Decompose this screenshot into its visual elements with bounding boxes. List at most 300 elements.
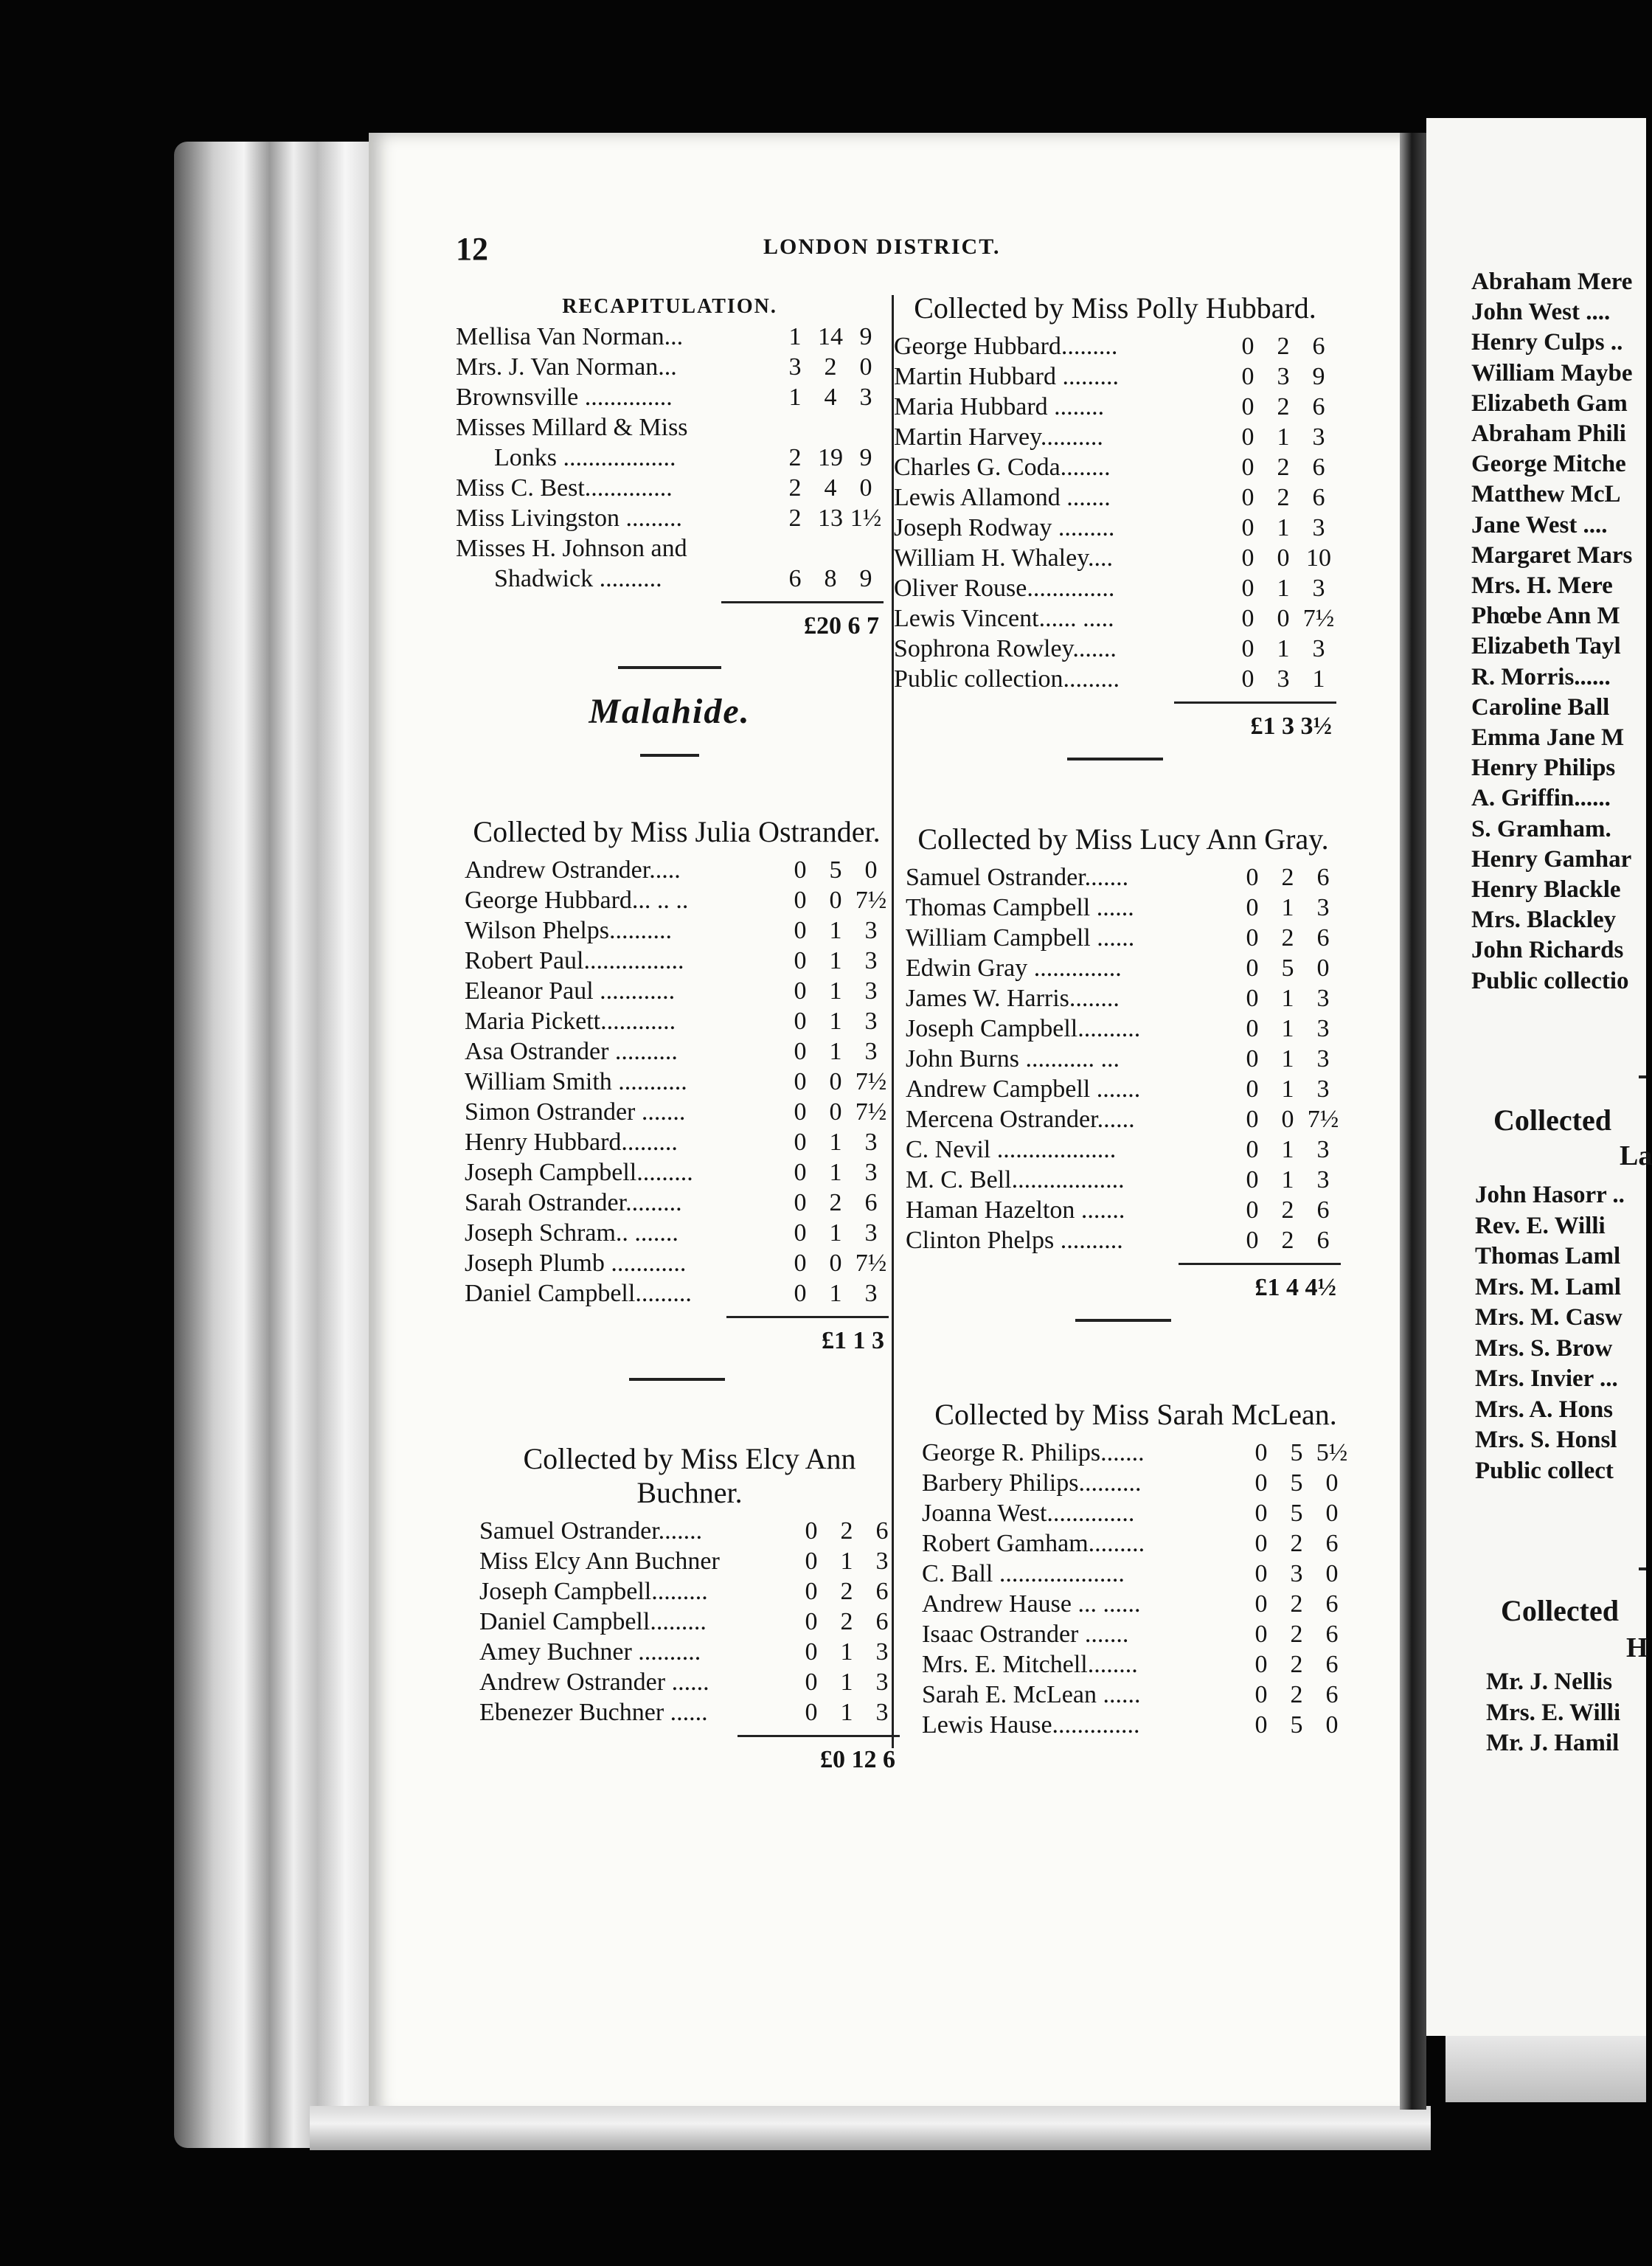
elcy-total: £0 12 6	[820, 1746, 895, 1773]
ledger-row	[922, 1619, 1350, 1649]
pence-value: 3	[864, 1159, 878, 1186]
pounds-value: 0	[794, 977, 807, 1005]
shillings-value: 5	[1290, 1469, 1303, 1497]
ledger-row	[894, 603, 1336, 634]
pence-value: 3	[1312, 514, 1325, 541]
pence-value: 0	[864, 856, 878, 884]
section-rule	[1067, 758, 1163, 760]
polly-total: £1 3 3½	[1250, 713, 1332, 740]
recapitulation-section	[456, 295, 884, 757]
ledger-row	[906, 1104, 1341, 1134]
contributor-name: Robert Gamham.........	[922, 1530, 1145, 1557]
pence-value: 3	[875, 1669, 889, 1696]
ledger-row	[906, 862, 1341, 893]
shillings-value: 5	[1290, 1500, 1303, 1527]
ledger-row	[465, 1278, 889, 1309]
shillings-value: 1	[829, 917, 842, 944]
shillings-value: 3	[1277, 665, 1290, 693]
pence-value: 3	[1316, 894, 1330, 921]
ledger-row	[922, 1680, 1350, 1710]
ledger-row	[922, 1468, 1350, 1498]
ledger-row	[906, 1165, 1341, 1195]
right-page-heading-2: Collected	[1493, 1103, 1611, 1137]
contributor-name: Ebenezer Buchner ......	[479, 1699, 708, 1726]
pence-value: 0	[1316, 954, 1330, 982]
shillings-value: 0	[1277, 544, 1290, 572]
shillings-value: 1	[1281, 1136, 1294, 1163]
recapitulation-rows	[456, 322, 884, 594]
pounds-value: 0	[805, 1517, 818, 1545]
shillings-value: 0	[829, 1068, 842, 1095]
ledger-row	[465, 885, 889, 915]
shillings-value: 1	[1277, 575, 1290, 602]
shillings-value: 3	[1277, 363, 1290, 390]
shillings-value: 2	[1281, 1227, 1294, 1254]
pence-value: 6	[1325, 1621, 1339, 1648]
contributor-name: George Hubbard... .. ..	[465, 887, 689, 914]
ledger-row	[479, 1546, 900, 1576]
contributor-name: Wilson Phelps..........	[465, 917, 673, 944]
elcy-rows	[479, 1516, 900, 1728]
pounds-value: 0	[1246, 1166, 1259, 1193]
shillings-value: 14	[818, 323, 843, 350]
ledger-row	[456, 322, 884, 352]
section-rule	[629, 1378, 725, 1381]
pence-value: 3	[864, 1129, 878, 1156]
contributor-name: Thomas Laml	[1475, 1243, 1621, 1269]
pounds-value: 0	[794, 1068, 807, 1095]
pounds-value: 0	[805, 1548, 818, 1575]
section-rule	[1075, 1319, 1171, 1322]
contributor-name: Andrew Hause ... ......	[922, 1590, 1141, 1618]
pence-value: 3	[1312, 575, 1325, 602]
contributor-name: Misses Millard & Miss	[456, 414, 688, 441]
ledger-row	[906, 1134, 1341, 1165]
shillings-value: 2	[824, 353, 837, 381]
pounds-value: 0	[1246, 894, 1259, 921]
shillings-value: 2	[1290, 1681, 1303, 1708]
pence-value: 6	[875, 1578, 889, 1605]
contributor-name: Henry Gamhar	[1471, 845, 1632, 873]
contributor-name: Abraham Mere	[1471, 268, 1633, 295]
pence-value: 3	[875, 1548, 889, 1575]
book-gutter	[1400, 133, 1426, 2110]
ledger-row	[465, 1006, 889, 1036]
pence-value: 6	[875, 1517, 889, 1545]
contributor-name: Joseph Schram.. .......	[465, 1219, 678, 1247]
shillings-value: 1	[840, 1548, 853, 1575]
ledger-row	[906, 1195, 1341, 1225]
pence-value: 3	[1312, 635, 1325, 662]
shillings-value: 1	[829, 1159, 842, 1186]
pounds-value: 0	[794, 856, 807, 884]
contributor-name: Jane West ....	[1471, 511, 1608, 538]
sarah-heading: Collected by Miss Sarah McLean.	[934, 1398, 1337, 1431]
shillings-value: 2	[1290, 1590, 1303, 1618]
ledger-row	[906, 1044, 1341, 1074]
pounds-value: 0	[794, 1129, 807, 1156]
contributor-name: Caroline Ball	[1471, 693, 1610, 721]
pounds-value: 0	[794, 947, 807, 974]
contributor-name: John West ....	[1471, 299, 1611, 326]
contributor-name: George Mitche	[1471, 451, 1626, 478]
contributor-name: Public collectio	[1471, 967, 1629, 994]
contributor-name: William H. Whaley....	[894, 544, 1114, 572]
page-number: 12	[456, 231, 488, 267]
pence-value: 9	[859, 444, 872, 471]
recapitulation-title: RECAPITULATION.	[562, 295, 777, 318]
pounds-value: 2	[788, 505, 802, 532]
ledger-row	[922, 1649, 1350, 1680]
shillings-value: 5	[1281, 954, 1294, 982]
shillings-value: 0	[829, 887, 842, 914]
pence-value: 3	[864, 1280, 878, 1307]
total-rule	[738, 1735, 900, 1737]
shillings-value: 3	[1290, 1560, 1303, 1587]
contributor-name: S. Gramham.	[1471, 815, 1611, 842]
running-head: LONDON DISTRICT.	[763, 235, 1001, 259]
pence-value: 5½	[1316, 1439, 1348, 1466]
contributor-name: Mrs. E. Willi	[1486, 1699, 1621, 1726]
contributor-name: James W. Harris........	[906, 985, 1120, 1012]
pounds-value: 0	[805, 1638, 818, 1666]
contributor-name: Joseph Campbell.........	[479, 1578, 708, 1605]
contributor-name: Mrs. S. Brow	[1475, 1334, 1613, 1362]
pence-value: 7½	[855, 1250, 887, 1277]
ledger-row	[479, 1637, 900, 1667]
ledger-row	[906, 923, 1341, 953]
shillings-value: 1	[1277, 635, 1290, 662]
pence-value: 0	[859, 474, 872, 502]
pence-value: 6	[1325, 1590, 1339, 1618]
contributor-name: Margaret Mars	[1471, 541, 1633, 569]
pounds-value: 0	[1246, 864, 1259, 891]
contributor-name: Mrs. Blackley	[1471, 907, 1617, 934]
contributor-name: Mrs. M. Casw	[1475, 1304, 1622, 1331]
pence-value: 10	[1306, 544, 1331, 572]
pence-value: 3	[1316, 985, 1330, 1012]
contributor-name: John Richards	[1471, 937, 1624, 964]
pounds-value: 0	[794, 1280, 807, 1307]
right-page-list-3	[1486, 1667, 1646, 1759]
pence-value: 6	[1312, 484, 1325, 511]
shillings-value: 0	[829, 1098, 842, 1126]
pounds-value: 0	[1246, 1227, 1259, 1254]
contributor-name: Mrs. J. Van Norman...	[456, 353, 677, 381]
contributor-name: Martin Hubbard .........	[894, 363, 1120, 390]
pounds-value: 0	[1246, 1045, 1259, 1073]
julia-heading: Collected by Miss Julia Ostrander.	[473, 815, 881, 848]
shillings-value: 2	[1290, 1530, 1303, 1557]
contributor-name: Matthew McL	[1471, 481, 1621, 508]
total-rule	[1174, 701, 1336, 704]
contributor-name: Joseph Campbell..........	[906, 1015, 1141, 1042]
pence-value: 6	[1312, 333, 1325, 360]
pence-value: 6	[1316, 1196, 1330, 1224]
pounds-value: 0	[1254, 1621, 1268, 1648]
contributor-name: Elizabeth Gam	[1471, 389, 1628, 417]
pounds-value: 0	[805, 1578, 818, 1605]
pounds-value: 0	[805, 1699, 818, 1726]
shillings-value: 1	[840, 1699, 853, 1726]
contributor-name: Miss Livingston .........	[456, 505, 682, 532]
pence-value: 3	[859, 384, 872, 411]
pounds-value: 0	[1254, 1500, 1268, 1527]
ledger-row	[906, 953, 1341, 983]
contributor-name: Andrew Ostrander ......	[479, 1669, 709, 1696]
julia-ostrander-section	[465, 815, 889, 1381]
pounds-value: 0	[1241, 393, 1254, 420]
pounds-value: 0	[1246, 1106, 1259, 1133]
pence-value: 0	[1325, 1560, 1339, 1587]
pence-value: 0	[1325, 1500, 1339, 1527]
contributor-name: Mellisa Van Norman...	[456, 323, 684, 350]
shillings-value: 13	[818, 505, 843, 532]
pounds-value: 0	[1241, 333, 1254, 360]
ledger-row	[465, 855, 889, 885]
julia-total: £1 1 3	[822, 1327, 884, 1354]
shillings-value: 1	[840, 1638, 853, 1666]
ledger-row	[906, 1074, 1341, 1104]
ledger-row	[906, 893, 1341, 923]
pence-value: 3	[1316, 1075, 1330, 1103]
shillings-value: 2	[1281, 1196, 1294, 1224]
ledger-row	[479, 1607, 900, 1637]
ledger-row	[456, 473, 884, 503]
pence-value: 9	[859, 565, 872, 592]
contributor-name: Clinton Phelps ..........	[906, 1227, 1123, 1254]
shillings-value: 1	[840, 1669, 853, 1696]
pence-value: 7½	[855, 887, 887, 914]
pounds-value: 0	[805, 1669, 818, 1696]
pounds-value: 0	[794, 1159, 807, 1186]
contributor-name: Henry Blackle	[1471, 876, 1621, 904]
pence-value: 6	[1316, 1227, 1330, 1254]
pounds-value: 0	[1254, 1651, 1268, 1678]
pence-value: 3	[1316, 1015, 1330, 1042]
contributor-name: George Hubbard.........	[894, 333, 1118, 360]
pounds-value: 0	[1246, 1075, 1259, 1103]
ledger-row	[894, 331, 1336, 361]
contributor-name: Public collect	[1475, 1457, 1614, 1484]
pounds-value: 0	[794, 1008, 807, 1035]
sarah-mclean-section	[922, 1398, 1350, 1740]
pence-value: 3	[1316, 1045, 1330, 1073]
recapitulation-total: £20 6 7	[804, 612, 879, 640]
right-page-list-2	[1475, 1180, 1646, 1486]
contributor-name: Henry Hubbard.........	[465, 1129, 678, 1156]
contributor-name: Emma Jane M	[1471, 724, 1625, 752]
pounds-value: 0	[1246, 1015, 1259, 1042]
ledger-row	[465, 1157, 889, 1188]
pounds-value: 0	[794, 1098, 807, 1126]
ledger-row	[465, 915, 889, 946]
contributor-name: Lonks ..................	[494, 444, 676, 471]
pounds-value: 0	[794, 1038, 807, 1065]
shillings-value: 1	[1281, 1166, 1294, 1193]
ledger-row	[465, 976, 889, 1006]
shillings-value: 8	[824, 565, 837, 592]
elcy-heading: Collected by Miss Elcy Ann Buchner.	[523, 1442, 856, 1509]
pounds-value: 0	[1246, 954, 1259, 982]
pounds-value: 0	[1241, 363, 1254, 390]
right-page-subheading-2: La	[1620, 1140, 1652, 1171]
ledger-row	[465, 1067, 889, 1097]
contributor-name: Andrew Campbell .......	[906, 1075, 1141, 1103]
pence-value: 3	[875, 1699, 889, 1726]
shillings-value: 1	[829, 947, 842, 974]
right-page-subheading-3: H	[1626, 1632, 1648, 1663]
contributor-name: William Maybe	[1471, 359, 1633, 387]
contributor-name: Phœbe Ann M	[1471, 603, 1620, 630]
ledger-row	[479, 1576, 900, 1607]
pence-value: 3	[875, 1638, 889, 1666]
pounds-value: 0	[794, 1189, 807, 1216]
total-rule	[726, 1316, 889, 1318]
ledger-row	[906, 1014, 1341, 1044]
pounds-value: 3	[788, 353, 802, 381]
polly-rows	[894, 331, 1336, 694]
shillings-value: 1	[1281, 1045, 1294, 1073]
shillings-value: 2	[840, 1578, 853, 1605]
contributor-name: Isaac Ostrander .......	[922, 1621, 1129, 1648]
julia-rows	[465, 855, 889, 1309]
pence-value: 0	[1325, 1711, 1339, 1739]
ledger-row	[922, 1710, 1350, 1740]
shillings-value: 2	[840, 1517, 853, 1545]
contributor-name: Mrs. Invier ...	[1475, 1365, 1618, 1392]
shillings-value: 1	[1281, 1075, 1294, 1103]
ledger-row	[894, 664, 1336, 694]
pence-value: 3	[864, 947, 878, 974]
ledger-row	[894, 422, 1336, 452]
section-rule	[618, 666, 721, 669]
contributor-name: Daniel Campbell.........	[465, 1280, 692, 1307]
ledger-row	[456, 382, 884, 412]
contributor-name: Mrs. E. Mitchell........	[922, 1651, 1138, 1678]
pence-value: 6	[1316, 864, 1330, 891]
pounds-value: 0	[1241, 575, 1254, 602]
ledger-row	[894, 361, 1336, 392]
contributor-name: Lewis Allamond .......	[894, 484, 1111, 511]
pounds-value: 2	[788, 474, 802, 502]
shillings-value: 4	[824, 474, 837, 502]
contributor-name: C. Ball ....................	[922, 1560, 1125, 1587]
right-page-list-1	[1471, 267, 1646, 997]
ledger-row	[894, 392, 1336, 422]
pence-value: 3	[864, 1008, 878, 1035]
ledger-row	[465, 1127, 889, 1157]
shillings-value: 1	[829, 1008, 842, 1035]
contributor-name: Martin Harvey..........	[894, 423, 1103, 451]
ledger-row	[922, 1559, 1350, 1589]
pounds-value: 0	[1254, 1439, 1268, 1466]
contributor-name: William Smith ...........	[465, 1068, 687, 1095]
contributor-name: Sarah Ostrander.........	[465, 1189, 682, 1216]
ledger-row	[456, 352, 884, 382]
ledger-row	[456, 533, 884, 564]
pounds-value: 0	[1241, 665, 1254, 693]
contributor-name: Daniel Campbell.........	[479, 1608, 707, 1635]
shillings-value: 5	[1290, 1711, 1303, 1739]
contributor-name: Henry Culps ..	[1471, 329, 1623, 356]
contributor-name: Joanna West..............	[922, 1500, 1135, 1527]
pence-value: 7½	[855, 1098, 887, 1126]
total-rule	[1179, 1263, 1341, 1265]
contributor-name: C. Nevil ...................	[906, 1136, 1117, 1163]
pounds-value: 0	[794, 887, 807, 914]
ledger-row	[894, 482, 1336, 513]
contributor-name: Mrs. S. Honsl	[1475, 1427, 1617, 1453]
pence-value: 7½	[855, 1068, 887, 1095]
ledger-row	[456, 503, 884, 533]
contributor-name: Maria Hubbard ........	[894, 393, 1105, 420]
pence-value: 6	[1312, 454, 1325, 481]
pounds-value: 0	[794, 1250, 807, 1277]
pence-value: 6	[1325, 1681, 1339, 1708]
right-page-heading-3: Collected	[1501, 1594, 1619, 1627]
pence-value: 3	[1316, 1166, 1330, 1193]
ledger-row	[894, 543, 1336, 573]
pence-value: 9	[1312, 363, 1325, 390]
pence-value: 3	[864, 1038, 878, 1065]
lucy-heading: Collected by Miss Lucy Ann Gray.	[917, 822, 1329, 856]
pounds-value: 0	[1246, 924, 1259, 952]
pence-value: 1	[1312, 665, 1325, 693]
contributor-name: Simon Ostrander .......	[465, 1098, 686, 1126]
ledger-row	[456, 564, 884, 594]
shillings-value: 1	[829, 1038, 842, 1065]
ledger-row	[906, 1225, 1341, 1255]
shillings-value: 1	[1277, 423, 1290, 451]
pounds-value: 0	[1241, 544, 1254, 572]
pounds-value: 0	[794, 1219, 807, 1247]
shillings-value: 1	[1281, 894, 1294, 921]
pence-value: 7½	[1307, 1106, 1339, 1133]
contributor-name: M. C. Bell..................	[906, 1166, 1125, 1193]
pence-value: 6	[864, 1189, 878, 1216]
ledger-row	[922, 1498, 1350, 1528]
pounds-value: 0	[1254, 1681, 1268, 1708]
ledger-row	[479, 1667, 900, 1697]
pence-value: 0	[1325, 1469, 1339, 1497]
contributor-name: Maria Pickett............	[465, 1008, 676, 1035]
ledger-row	[894, 573, 1336, 603]
contributor-name: Andrew Ostrander.....	[465, 856, 681, 884]
ledger-row	[465, 1097, 889, 1127]
ledger-row	[479, 1516, 900, 1546]
pence-value: 3	[1312, 423, 1325, 451]
pounds-value: 0	[1241, 423, 1254, 451]
pence-value: 6	[1316, 924, 1330, 952]
book-fore-edge	[174, 142, 373, 2148]
contributor-name: Haman Hazelton .......	[906, 1196, 1125, 1224]
contributor-name: Henry Philips	[1471, 755, 1616, 782]
shillings-value: 1	[829, 977, 842, 1005]
pounds-value: 1	[788, 323, 802, 350]
contributor-name: Mr. J. Hamil	[1486, 1730, 1620, 1756]
ledger-row	[456, 443, 884, 473]
pounds-value: 0	[1246, 1136, 1259, 1163]
shillings-value: 2	[1290, 1651, 1303, 1678]
contributor-name: Amey Buchner ..........	[479, 1638, 701, 1666]
contributor-name: Mrs. A. Hons	[1475, 1396, 1614, 1423]
pounds-value: 1	[788, 384, 802, 411]
contributor-name: Brownsville ..............	[456, 384, 673, 411]
total-rule	[721, 601, 884, 603]
shillings-value: 0	[1277, 605, 1290, 632]
shillings-value: 1	[829, 1280, 842, 1307]
